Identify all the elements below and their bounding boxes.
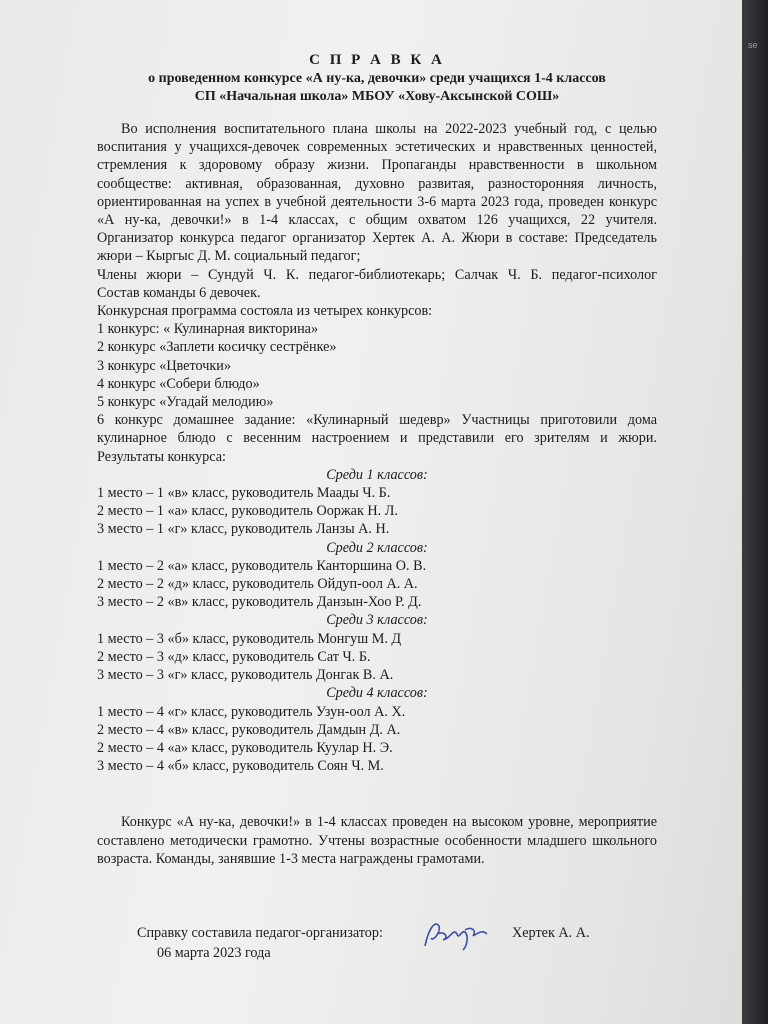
document-subtitle-2: СП «Начальная школа» МБОУ «Хову-Аксынской СОШ» (194, 89, 560, 104)
intro-line: Во исполнения воспитательного плана школы на 2022-2023 учебный год, с целью (121, 121, 657, 137)
signature-name: Хертек А. А. (512, 924, 590, 941)
signature-line (97, 924, 657, 944)
intro-line: воспитания у учащихся-девочек современных эстетических и нравственных ценностей, (97, 139, 657, 156)
document-date: 06 марта 2023 года (157, 944, 271, 961)
results-label: Результаты конкурса: (97, 448, 226, 465)
conclusion-line: возраста. Команды, занявшие 1-3 места награждены грамотами. (97, 850, 485, 867)
contest-item: 2 конкурс «Заплети косичку сестрёнке» (97, 339, 337, 356)
result-row: 2 место – 4 «а» класс, руководитель Куулар Н. Э. (97, 739, 393, 756)
conclusion-line: составлено методически грамотно. Учтены возрастные особенности младшего школьного (97, 832, 657, 849)
results (97, 466, 657, 775)
contest-item: 3 конкурс «Цветочки» (97, 357, 231, 374)
contest-6-line: 6 конкурс домашнее задание: «Кулинарный шедевр» Участницы приготовили дома (97, 412, 657, 429)
result-row: 1 место – 4 «г» класс, руководитель Узун-оол А. Х. (97, 703, 406, 720)
keyboard-key-label: se (748, 40, 758, 50)
date-line (97, 944, 657, 964)
result-row: 1 место – 2 «а» класс, руководитель Канторшина О. В. (97, 557, 427, 574)
document (97, 50, 657, 964)
results-group-heading: Среди 4 классов: (326, 685, 428, 702)
contest-item: 1 конкурс: « Кулинарная викторина» (97, 321, 319, 338)
result-row: 1 место – 3 «б» класс, руководитель Монгуш М. Д (97, 630, 402, 647)
results-group-heading: Среди 3 классов: (326, 612, 428, 629)
results-group-heading: Среди 2 классов: (326, 539, 428, 556)
intro-line: Конкурсная программа состояла из четырех конкурсов: (97, 303, 433, 320)
conclusion-line: Конкурс «А ну-ка, девочки!» в 1-4 классах проведен на высоком уровне, мероприятие (121, 814, 657, 831)
result-row: 3 место – 4 «б» класс, руководитель Соян Ч. М. (97, 758, 384, 775)
contest-6 (97, 411, 657, 447)
results-group-heading: Среди 1 классов: (326, 466, 428, 483)
result-row: 2 место – 1 «а» класс, руководитель Ооржак Н. Л. (97, 503, 398, 520)
intro-line: стремления к здоровому образу жизни. Пропаганды нравственности в школьном (97, 157, 657, 174)
result-row: 3 место – 2 «в» класс, руководитель Данзын-Хоо Р. Д. (97, 594, 422, 611)
document-subtitle-1: о проведенном конкурсе «А ну-ка, девочки» среди учащихся 1-4 классов (148, 71, 606, 86)
intro-line: Организатор конкурса педагог организатор Хертек А. А. Жюри в составе: Председатель (97, 230, 657, 247)
result-row: 3 место – 3 «г» класс, руководитель Донгак В. А. (97, 667, 394, 684)
result-row: 3 место – 1 «г» класс, руководитель Ланзы А. Н. (97, 521, 390, 538)
contest-item: 4 конкурс «Собери блюдо» (97, 375, 260, 392)
contest-item: 5 конкурс «Угадай мелодию» (97, 394, 274, 411)
intro-line: сообществе: активная, образованная, духовно развитая, разносторонняя личность, (97, 175, 657, 192)
intro-line: ориентированная на успех в учебной деятельности 3-6 марта 2023 года, проведен конкурс (97, 193, 657, 210)
intro-line: Члены жюри – Сундуй Ч. К. педагог-библиотекарь; Салчак Ч. Б. педагог-психолог (97, 266, 657, 283)
intro-line: «А ну-ка, девочки!» в 1-4 классах, с общим охватом 126 учащихся, 22 учителя. (97, 212, 657, 229)
result-row: 2 место – 3 «д» класс, руководитель Сат Ч. Б. (97, 648, 371, 665)
background-keyboard (742, 0, 768, 1024)
result-row: 2 место – 4 «в» класс, руководитель Дамдын Д. А. (97, 721, 401, 738)
contest-6-line: кулинарное блюдо с весенним настроением и представили его зрителям и жюри. (97, 430, 657, 447)
intro-line: Состав команды 6 девочек. (97, 284, 261, 301)
conclusion-paragraph (97, 813, 657, 868)
result-row: 1 место – 1 «в» класс, руководитель Маады Ч. Б. (97, 485, 391, 502)
signature-label: Справку составила педагог-организатор: (137, 924, 383, 941)
intro-paragraph (97, 120, 657, 320)
contest-list (97, 320, 657, 411)
result-row: 2 место – 2 «д» класс, руководитель Ойдуп-оол А. А. (97, 576, 418, 593)
intro-line: жюри – Кыргыс Д. М. социальный педагог; (97, 248, 361, 265)
document-title: С П Р А В К А (309, 52, 445, 68)
